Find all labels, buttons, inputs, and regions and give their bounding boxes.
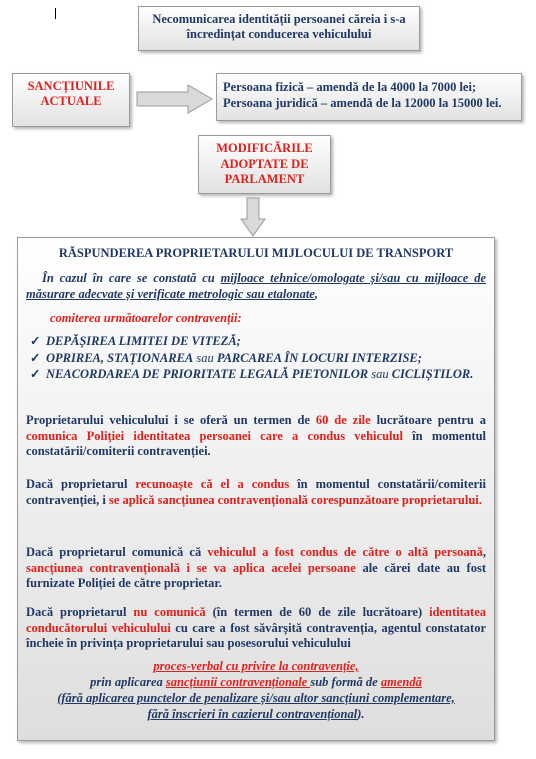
paragraph-owner-admits bbox=[26, 477, 486, 508]
text-cursor-mark bbox=[55, 8, 56, 19]
check-icon: ✓ bbox=[30, 367, 41, 381]
p4-driver-identity: identitatea conducătorului vehiculului bbox=[26, 605, 486, 635]
offense-priority-c: CICLIȘTILOR. bbox=[391, 367, 474, 381]
offense-parking-or: sau bbox=[193, 351, 217, 365]
p8-no-record: fără înscrieri în cazierul contravențional bbox=[147, 707, 358, 721]
current-sanctions-line-2: ACTUALE bbox=[40, 94, 102, 108]
p6-fine: amendă bbox=[380, 675, 422, 689]
offense-priority-a: NEACORDAREA DE PRIORITATE LEGALĂ PIETONILOR bbox=[46, 367, 369, 381]
p2-admits: recunoaște că el a condus bbox=[135, 477, 290, 491]
p3-other-person: vehiculul a fost condus de către o altă persoană bbox=[207, 545, 483, 559]
p2-sanction-owner: se aplică sancțiunea contravențională corespunzătoare proprietarului. bbox=[108, 492, 482, 507]
offense-priority-or: sau bbox=[368, 367, 392, 381]
offense-parking-a: OPRIREA, STAȚIONAREA bbox=[46, 351, 194, 365]
panel-heading: RĂSPUNDEREA PROPRIETARULUI MIJLOCULUI DE TRANSPORT bbox=[58, 246, 454, 260]
p8-close: ). bbox=[357, 707, 365, 721]
intro-paragraph bbox=[26, 271, 486, 302]
p6-sanction: sancțiunii contravenționale bbox=[165, 675, 311, 689]
offenses-intro: comiterea următoarelor contravenții: bbox=[50, 311, 242, 325]
no-record-line bbox=[26, 707, 486, 723]
fine-line bbox=[26, 675, 486, 691]
p4-e: cu care a fost săvârșită contravenția, agentul constatator încheie în privința proprietarului sau posesorului vehiculului bbox=[26, 620, 487, 650]
offense-item-speeding bbox=[30, 334, 486, 350]
parliament-changes-box bbox=[198, 135, 331, 194]
p7-no-points: (fără aplicarea punctelor de penalizare și/sau altor sancțiuni complementare, bbox=[57, 691, 455, 705]
p4-c: (în termen de 60 de zile lucrătoare) bbox=[205, 605, 430, 619]
paragraph-other-driver bbox=[26, 545, 486, 592]
p3-e: ale cărei date au fost furnizate Poliției de către proprietar. bbox=[26, 560, 486, 590]
offense-item-speeding-text: DEPĂȘIREA LIMITEI DE VITEZĂ; bbox=[46, 334, 241, 348]
offense-item-priority bbox=[30, 367, 486, 383]
p1-a: Proprietarului vehiculului i se oferă un termen de bbox=[26, 413, 316, 427]
intro-means-text: mijloace tehnice/omologate și/sau cu mijloace de măsurare adecvate și verificate metrologic sau etalonate bbox=[26, 271, 486, 301]
owner-liability-panel bbox=[17, 237, 495, 741]
changes-line-2: ADOPTATE DE bbox=[220, 156, 309, 171]
offense-item-parking bbox=[30, 351, 486, 367]
changes-line-3: PARLAMENT bbox=[224, 172, 305, 186]
p2-c: în momentul constatării/comiterii contravenției, i bbox=[26, 477, 486, 507]
p4-not-communicate: nu comunică bbox=[133, 605, 206, 619]
p1-communicate-identity: comunica Poliției identitatea persoanei care a condus vehiculul bbox=[26, 428, 403, 443]
title-line-1: Necomunicarea identității persoanei căreia i s-a bbox=[152, 12, 406, 26]
p3-sanction-person: sancțiunea contravențională i se va aplica acelei persoane bbox=[26, 560, 356, 575]
check-icon: ✓ bbox=[30, 351, 41, 365]
current-sanctions-box bbox=[12, 73, 130, 127]
paragraph-deadline bbox=[26, 413, 486, 460]
offense-report-line: proces-verbal cu privire la contravenție, bbox=[153, 659, 359, 673]
fines-individual: Persoana fizică – amendă de la 4000 la 7000 lei; bbox=[223, 80, 477, 94]
current-sanctions-line-1: SANCȚIUNILE bbox=[27, 79, 115, 93]
p6-c: sub formă de bbox=[310, 675, 381, 689]
p1-c: lucrătoare pentru a bbox=[370, 413, 487, 427]
p1-e: în momentul constatării/comiterii contravenției. bbox=[26, 428, 487, 458]
p4-a: Dacă proprietarul bbox=[26, 605, 134, 619]
right-arrow-icon bbox=[136, 84, 214, 114]
fines-legal-entity: Persoana juridică – amendă de la 12000 la 15000 lei. bbox=[223, 96, 502, 110]
p3-c: , bbox=[482, 545, 486, 559]
paragraph-no-communication bbox=[26, 605, 486, 652]
p2-a: Dacă proprietarul bbox=[26, 477, 136, 491]
intro-text-c: , bbox=[314, 286, 318, 301]
p6-a: prin aplicarea bbox=[90, 675, 166, 689]
title-box bbox=[138, 6, 420, 51]
changes-line-1: MODIFICĂRILE bbox=[216, 141, 313, 155]
offense-parking-c: PARCAREA ÎN LOCURI INTERZISE; bbox=[216, 351, 422, 365]
fines-box bbox=[216, 73, 522, 121]
down-arrow-icon bbox=[240, 197, 266, 237]
p3-a: Dacă proprietarul comunică că bbox=[26, 545, 208, 559]
p1-sixty-days: 60 de zile bbox=[315, 413, 371, 427]
intro-text-a: În cazul în care se constată cu bbox=[42, 271, 221, 285]
title-line-2: încredințat conducerea vehiculului bbox=[186, 27, 372, 41]
no-points-line bbox=[26, 691, 486, 707]
check-icon: ✓ bbox=[30, 334, 41, 348]
